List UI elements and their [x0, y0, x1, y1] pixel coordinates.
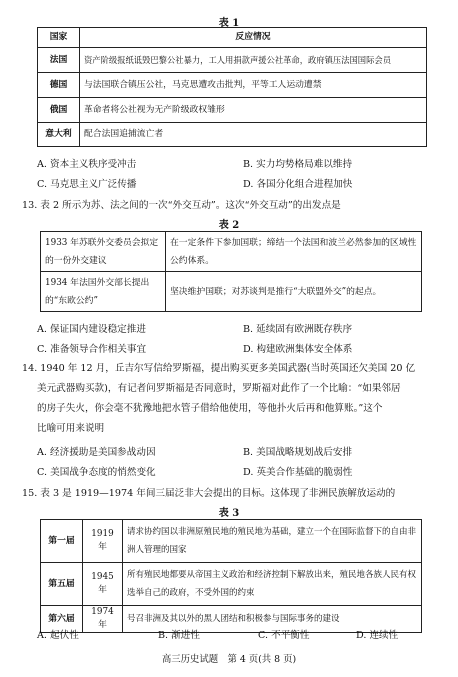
table1-reaction: 与法国联合镇压公社，马克思遭攻击批判，平等工人运动遭禁: [80, 73, 427, 98]
option-b[interactable]: B. 渐进性: [158, 630, 200, 641]
table1-reaction: 革命者将公社视为无产阶级政权雏形: [80, 98, 427, 123]
table-row: [38, 48, 427, 73]
option-a[interactable]: A. 资本主义秩序受冲击: [37, 159, 137, 170]
question-14-line: 比喻可用来说明: [37, 423, 105, 434]
table3-year: 1974 年: [83, 606, 123, 633]
table1-header-reaction: 反应情况: [80, 28, 427, 48]
table1-country: 意大利: [38, 123, 80, 147]
page-footer: 高三历史试题 第 4 页(共 8 页): [161, 654, 297, 665]
table3-year: 1919 年: [83, 520, 123, 563]
table-row: [41, 563, 422, 606]
option-c[interactable]: C. 马克思主义广泛传播: [37, 179, 137, 190]
question-14-line: 美元武器购买款)，有记者问罗斯福是否同意时，罗斯福对此作了一个比喻：“如果邻居: [37, 383, 401, 394]
table1: [37, 27, 427, 147]
table2: [40, 231, 422, 312]
table-row: [38, 123, 427, 147]
option-c[interactable]: C. 美国战争态度的悄然变化: [37, 467, 156, 478]
table-row: [38, 28, 427, 48]
option-d[interactable]: D. 各国分化组合进程加快: [243, 179, 353, 190]
table1-country: 德国: [38, 73, 80, 98]
option-d[interactable]: D. 连续性: [356, 630, 399, 641]
question-13-stem: 13. 表 2 所示为苏、法之间的一次“外交互动”。这次“外交互动”的出发点是: [22, 200, 341, 211]
table1-country: 俄国: [38, 98, 80, 123]
table2-source: 1934 年法国外交部长提出的“东欧公约”: [41, 272, 166, 312]
question-14-line: 的房子失火，你会毫不犹豫地把水管子借给他使用，等他扑火后再和他算账。”这个: [37, 403, 383, 414]
table2-title: 表 2: [218, 220, 240, 231]
table1-header-country: 国家: [38, 28, 80, 48]
table-row: [41, 232, 422, 272]
option-c[interactable]: C. 准备领导合作相关事宜: [37, 344, 147, 355]
table3: [40, 519, 422, 633]
question-14-line: 14. 1940 年 12 月，丘吉尔写信给罗斯福，提出购买更多美国武器(当时英国还欠美国 20 亿: [22, 363, 416, 374]
table2-source: 1933 年苏联外交委员会拟定的一份外交建议: [41, 232, 166, 272]
table3-goal: 所有殖民地都要从帝国主义政治和经济控制下解放出来，殖民地各族人民有权选举自己的政府，不受外国的约束: [123, 563, 422, 606]
table-row: [38, 98, 427, 123]
table-row: [38, 73, 427, 98]
table1-reaction: 资产阶级报纸诋毁巴黎公社暴力，工人用捐款声援公社革命，政府镇压法国国际会员: [80, 48, 427, 73]
table3-session: 第六届: [41, 606, 83, 633]
table3-year: 1945 年: [83, 563, 123, 606]
option-d[interactable]: D. 构建欧洲集体安全体系: [243, 344, 353, 355]
option-b[interactable]: B. 延续固有欧洲既存秩序: [243, 324, 353, 335]
table2-content: 坚决维护国联；对苏谈判是推行“大联盟外交”的起点。: [166, 272, 422, 312]
question-15-stem: 15. 表 3 是 1919—1974 年间三届泛非大会提出的目标。这体现了非洲民族解放运动的: [22, 488, 396, 499]
table3-session: 第五届: [41, 563, 83, 606]
option-a[interactable]: A. 经济援助是美国参战动因: [37, 447, 156, 458]
table2-content: 在一定条件下参加国联；缔结一个法国和波兰必然参加的区域性公约体系。: [166, 232, 422, 272]
option-a[interactable]: A. 起伏性: [37, 630, 79, 641]
table-row: [41, 520, 422, 563]
table3-goal: 号召非洲及其以外的黑人团结和积极参与国际事务的建设: [123, 606, 422, 633]
option-c[interactable]: C. 不平衡性: [258, 630, 310, 641]
option-d[interactable]: D. 英美合作基础的脆弱性: [243, 467, 353, 478]
table1-title: 表 1: [218, 18, 240, 29]
table1-reaction: 配合法国追捕流亡者: [80, 123, 427, 147]
table-row: [41, 272, 422, 312]
table3-title: 表 3: [218, 508, 240, 519]
option-a[interactable]: A. 保证国内建设稳定推进: [37, 324, 146, 335]
option-b[interactable]: B. 美国战略规划战后安排: [243, 447, 353, 458]
option-b[interactable]: B. 实力均势格局难以维持: [243, 159, 353, 170]
table1-country: 法国: [38, 48, 80, 73]
table3-goal: 请求协约国以非洲原殖民地的殖民地为基础，建立一个在国际监督下的自由非洲人管理的国家: [123, 520, 422, 563]
table3-session: 第一届: [41, 520, 83, 563]
